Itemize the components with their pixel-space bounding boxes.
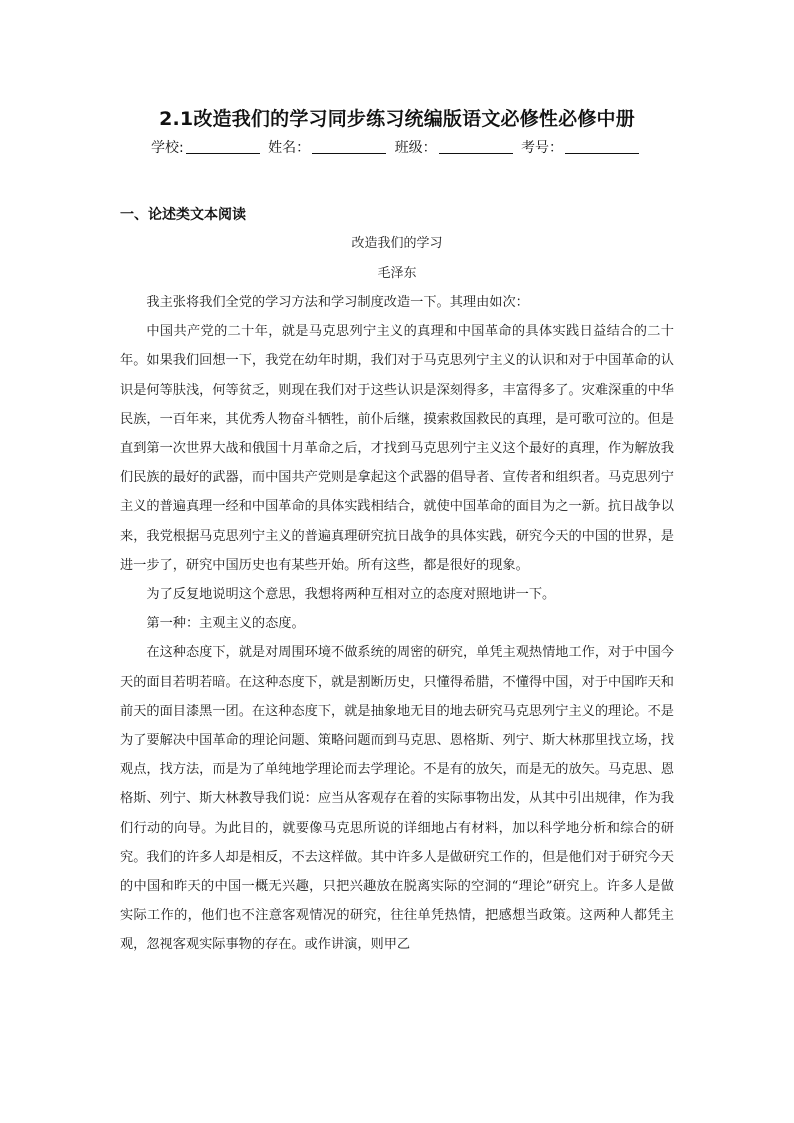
name-blank[interactable] [312,139,386,154]
school-label: 学校: [150,140,184,156]
article-author: 毛泽东 [377,266,417,281]
paragraph-3: 为了反复地说明这个意思，我想将两种互相对立的态度对照地讲一下。 [146,587,556,603]
exam-number-label: 考号： [521,140,564,156]
exam-number-blank[interactable] [565,139,639,154]
article-body [120,288,674,960]
name-label: 姓名： [268,140,311,156]
student-info-line [0,137,794,157]
class-blank[interactable] [439,139,513,154]
paragraph-5: 在这种态度下，就是对周围环境不做系统的周密的研究，单凭主观热情地工作，对于中国今天的面目若明若暗。在这种态度下，就是割断历史，只懂得希腊，不懂得中国，对于中国昨天和前天的面目漆黑一团。在这种态度下，就是抽象地无目的地去研究马克思列宁主义的理论。不是为了要解决中国革命的理论问题、策略问题而到马克思、恩格斯、列宁、斯大林那里找立场，找观点，找方法，而是为了单纯地学理论而去学理论。不是有的放矢，而是无的放矢。马克思、恩格斯、列宁、斯大林教导我们说：应当从客观存在着的实际事物出发，从其中引出规律，作为我们行动的向导。为此目的，就要像马克思所说的详细地占有材料，加以科学地分析和综合的研究。我们的许多人却是相反，不去这样做。其中许多人是做研究工作的，但是他们对于研究今天的中国和昨天的中国一概无兴趣，只把兴趣放在脱离实际的空洞的“理论”研究上。许多人是做实际工作的，他们也不注意客观情况的研究，往往单凭热情，把感想当政策。这两种人都凭主观，忽视客观实际事物的存在。或作讲演，则甲乙 [120,645,674,953]
paragraph-4: 第一种：主观主义的态度。 [146,616,305,632]
paragraph-1: 我主张将我们全党的学习方法和学习制度改造一下。其理由如次： [146,295,529,310]
class-label: 班级： [394,140,437,156]
section-heading: 一、论述类文本阅读 [120,207,246,223]
article-title: 改造我们的学习 [351,236,443,251]
paragraph-2: 中国共产党的二十年，就是马克思列宁主义的真理和中国革命的具体实践日益结合的二十年。如果我们回想一下，我党在幼年时期，我们对于马克思列宁主义的认识和对于中国革命的认识是何等肤浅，何等贫乏，则现在我们对于这些认识是深刻得多，丰富得多了。灾难深重的中华民族，一百年来，其优秀人物奋斗牺牲，前仆后继，摸索救国救民的真理，是可歌可泣的。但是直到第一次世界大战和俄国十月革命之后，才找到马克思列宁主义这个最好的真理，作为解放我们民族的最好的武器，而中国共产党则是拿起这个武器的倡导者、宣传者和组织者。马克思列宁主义的普遍真理一经和中国革命的具体实践相结合，就使中国革命的面目为之一新。抗日战争以来，我党根据马克思列宁主义的普遍真理研究抗日战争的具体实践，研究今天的中国的世界，是进一步了，研究中国历史也有某些开始。所有这些，都是很好的现象。 [120,324,674,573]
school-blank[interactable] [186,139,260,154]
document-title: 2.1改造我们的学习同步练习统编版语文必修性必修中册 [159,108,635,130]
